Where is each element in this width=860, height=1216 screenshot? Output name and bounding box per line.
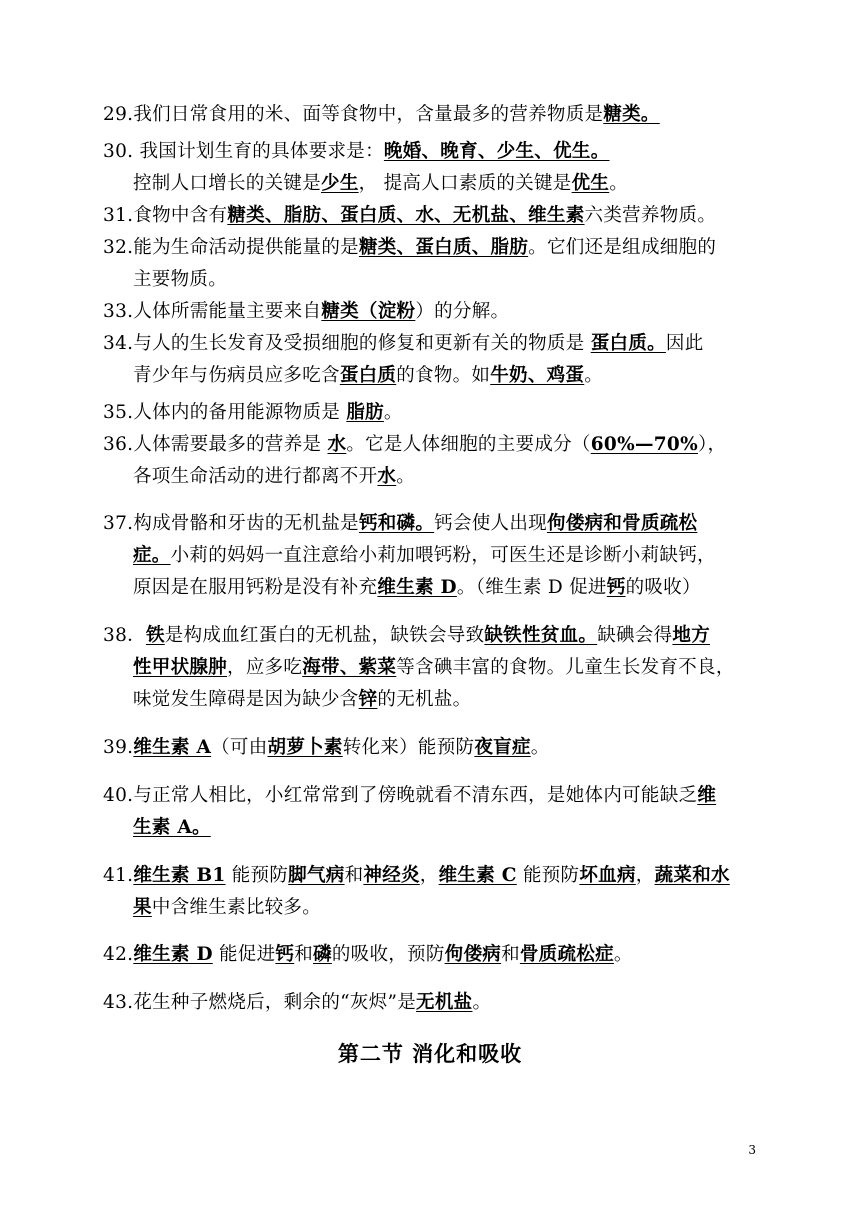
text-line (103, 328, 763, 360)
text-line (103, 429, 763, 461)
text-segment: 因此 (665, 333, 704, 354)
answer-keyword: 海带、紫菜 (302, 657, 397, 678)
text-segment: 32.能为生命活动提供能量的是 (103, 237, 359, 258)
text-line (103, 780, 763, 812)
text-segment: 主要物质。 (133, 269, 228, 290)
text-line (103, 684, 763, 716)
answer-keyword: 锌 (358, 689, 378, 710)
text-segment: ， (635, 865, 655, 886)
answer-keyword: 维生素 A (133, 737, 212, 758)
answer-keyword: 晚婚、晚育、少生、优生。 (383, 141, 610, 162)
text-segment: ， 提高人口素质的关键是 (358, 173, 572, 194)
answer-keyword: 铁 (145, 625, 165, 646)
text-segment: 缺碘会得 (597, 625, 673, 646)
question-item-29 (103, 99, 763, 131)
text-segment: 的吸收） (625, 577, 701, 598)
text-segment: 33.人体所需能量主要来自 (103, 301, 322, 322)
text-segment: 钙会使人出现 (434, 513, 547, 534)
question-item-38 (103, 620, 763, 716)
text-segment: 40.与正常人相比，小红常常到了傍晚就看不清东西，是她体内可能缺乏 (103, 785, 698, 806)
answer-keyword: 水 (327, 434, 347, 455)
answer-keyword: 钙 (275, 944, 295, 965)
text-line (103, 99, 763, 131)
text-line (103, 812, 763, 844)
answer-keyword: 蛋白质 (339, 365, 397, 386)
text-line (103, 360, 763, 392)
text-segment: 的食物。如 (396, 365, 491, 386)
text-segment: 小莉的妈妈一直注意给小莉加喂钙粉，可医生还是诊断小莉缺钙， (170, 545, 716, 566)
text-segment: 。它们还是组成细胞的 (528, 237, 717, 258)
text-line (103, 620, 763, 652)
answer-keyword: 佝偻病和骨质疏松 (546, 513, 698, 534)
answer-keyword: 糖类、蛋白质、脂肪 (358, 237, 529, 258)
text-segment: ， (419, 865, 439, 886)
answer-keyword: 蛋白质。 (590, 333, 666, 354)
text-segment: 。 (383, 402, 403, 423)
question-item-41 (103, 860, 763, 924)
answer-keyword: 脂肪 (346, 402, 384, 423)
section-title: 第二节 消化和吸收 (337, 1041, 523, 1066)
answer-keyword: 维生素 D (377, 577, 457, 598)
answer-keyword: 少生 (321, 173, 359, 194)
answer-keyword: 生素 A。 (133, 817, 211, 838)
answer-keyword: 无机盐 (416, 992, 473, 1013)
answer-keyword: 钙 (606, 577, 626, 598)
answer-keyword: 胡萝卜素 (267, 737, 343, 758)
text-segment: 的吸收，预防 (331, 944, 445, 965)
answer-keyword: 夜盲症 (474, 737, 531, 758)
text-segment: 的无机盐。 (377, 689, 472, 710)
answer-keyword: 神经炎 (363, 865, 420, 886)
text-segment: 43.花生种子燃烧后，剩余的“灰烬”是 (103, 992, 417, 1013)
text-segment: 等含碘丰富的食物。儿童生长发育不良， (396, 657, 735, 678)
answer-keyword: 牛奶、鸡蛋 (490, 365, 585, 386)
text-segment: 41. (103, 865, 134, 886)
answer-keyword: 蔬菜和水 (654, 865, 730, 886)
text-segment: 36.人体需要最多的营养是 (103, 434, 328, 455)
text-segment: 能促进 (212, 944, 276, 965)
answer-keyword: 维生素 C (438, 865, 517, 886)
text-segment: 原因是在服用钙粉是没有补充 (133, 577, 378, 598)
answer-keyword: 性甲状腺肿 (133, 657, 228, 678)
text-segment: 34.与人的生长发育及受损细胞的修复和更新有关的物质是 (103, 333, 591, 354)
text-segment: 能预防 (516, 865, 580, 886)
text-segment: 。它是人体细胞的主要成分（ (346, 434, 591, 455)
text-segment: 35.人体内的备用能源物质是 (103, 402, 347, 423)
question-item-43 (103, 987, 763, 1019)
text-line (103, 572, 763, 604)
text-segment: 37.构成骨骼和牙齿的无机盐是 (103, 513, 359, 534)
text-segment: 控制人口增长的关键是 (133, 173, 322, 194)
text-line (103, 136, 763, 168)
question-item-33 (103, 296, 763, 328)
answer-keyword: 症。 (133, 545, 171, 566)
text-segment: 。 (613, 944, 633, 965)
text-segment: 39. (103, 737, 134, 758)
answer-keyword: 水 (377, 466, 397, 487)
answer-keyword: 佝偻病 (444, 944, 502, 965)
text-segment: 六类营养物质。 (584, 205, 717, 226)
answer-keyword: 脚气病 (288, 865, 345, 886)
text-line (103, 296, 763, 328)
question-item-35 (103, 397, 763, 429)
page-number: 3 (748, 1143, 756, 1157)
text-line (103, 461, 763, 493)
answer-keyword: 60%—70% (590, 434, 698, 455)
text-line (103, 540, 763, 572)
text-segment: 能预防 (225, 865, 289, 886)
text-segment: 29.我们日常食用的米、面等食物中，含量最多的营养物质是 (103, 104, 604, 125)
text-segment: ，应多吃 (227, 657, 303, 678)
text-line (103, 652, 763, 684)
text-line (103, 987, 763, 1019)
text-segment: 和 (294, 944, 314, 965)
text-line (103, 860, 763, 892)
text-line (103, 200, 763, 232)
text-segment: 31.食物中含有 (103, 205, 228, 226)
question-item-30 (103, 136, 763, 200)
text-segment: ）， (697, 434, 727, 455)
text-segment: 和 (501, 944, 520, 965)
text-line (103, 264, 763, 296)
text-line (103, 397, 763, 429)
question-item-40 (103, 780, 763, 844)
text-segment: 。（维生素 D 促进 (456, 577, 607, 598)
answer-keyword: 坏血病 (579, 865, 636, 886)
answer-keyword: 维 (697, 785, 717, 806)
text-line (103, 168, 763, 200)
answer-keyword: 维生素 B1 (133, 865, 226, 886)
text-segment: （可由 (211, 737, 268, 758)
text-segment: 中含维生素比较多。 (151, 897, 322, 918)
question-item-42 (103, 939, 763, 971)
text-segment: 转化来）能预防 (342, 737, 475, 758)
text-segment: 38． (103, 625, 146, 646)
text-line (103, 939, 763, 971)
text-segment: 。 (609, 173, 629, 194)
text-segment: 是构成血红蛋白的无机盐，缺铁会导致 (164, 625, 485, 646)
answer-keyword: 糖类（淀粉 (321, 301, 416, 322)
text-segment: ）的分解。 (415, 301, 510, 322)
question-item-34 (103, 328, 763, 392)
text-segment: 和 (344, 865, 364, 886)
text-line (103, 232, 763, 264)
answer-keyword: 地方 (672, 625, 710, 646)
question-item-32 (103, 232, 763, 296)
text-segment: 。 (472, 992, 492, 1013)
answer-keyword: 维生素 D (133, 944, 213, 965)
question-item-31 (103, 200, 763, 232)
text-line (103, 732, 763, 764)
question-item-39 (103, 732, 763, 764)
answer-keyword: 优生 (571, 173, 610, 194)
text-line (103, 892, 763, 924)
question-item-37 (103, 508, 763, 604)
answer-keyword: 磷 (313, 944, 332, 965)
text-segment: 。 (530, 737, 550, 758)
text-segment: 42. (103, 944, 134, 965)
answer-keyword: 果 (133, 897, 152, 918)
text-line (103, 508, 763, 540)
text-segment: 。 (396, 466, 416, 487)
text-segment: 30. 我国计划生育的具体要求是： (103, 141, 384, 162)
answer-keyword: 钙和磷。 (358, 513, 435, 534)
answer-keyword: 骨质疏松症 (519, 944, 614, 965)
text-segment: 各项生命活动的进行都离不开 (133, 466, 378, 487)
answer-keyword: 糖类。 (603, 104, 660, 125)
text-segment: 青少年与伤病员应多吃含 (133, 365, 340, 386)
question-item-36 (103, 429, 763, 493)
text-segment: 味觉发生障碍是因为缺少含 (133, 689, 359, 710)
answer-keyword: 缺铁性贫血。 (484, 625, 598, 646)
text-segment: 。 (584, 365, 604, 386)
answer-keyword: 糖类、脂肪、蛋白质、水、无机盐、维生素 (227, 205, 585, 226)
